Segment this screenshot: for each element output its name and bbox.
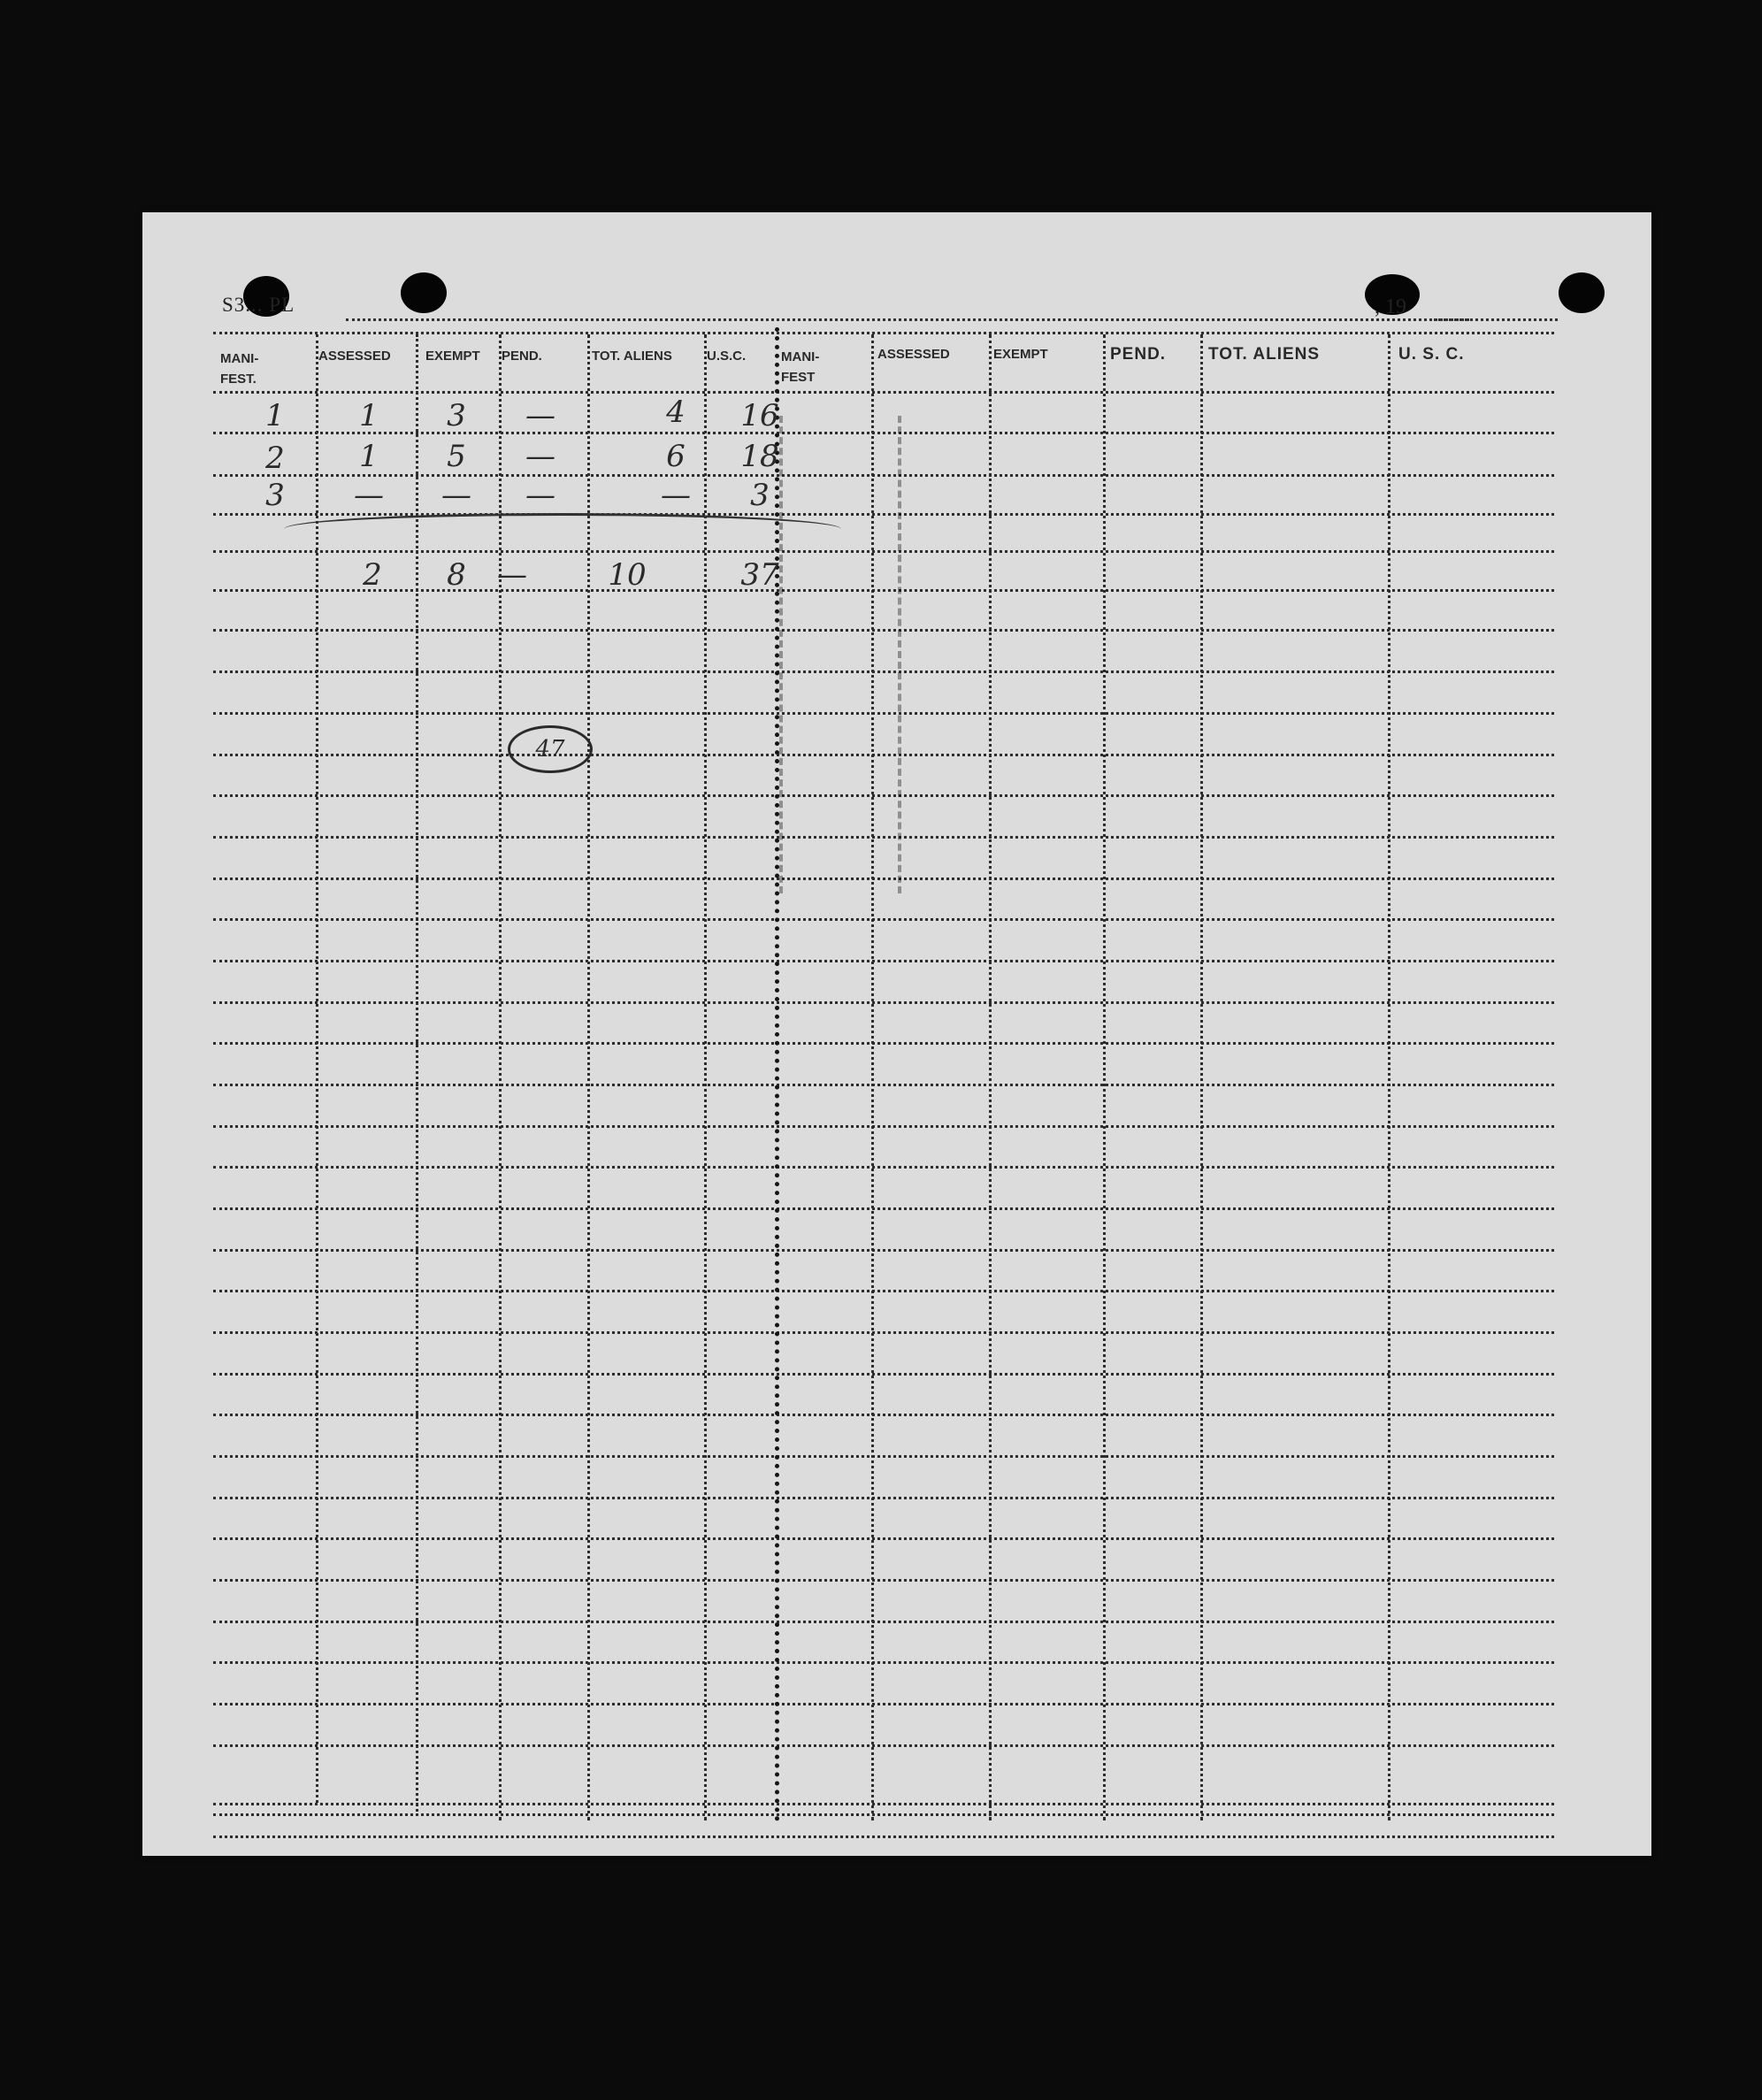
entry-manifest: 2 (265, 441, 285, 476)
ink-bleed (779, 416, 901, 893)
header-manifest-right: MANI- FEST (781, 349, 820, 385)
entry-assessed: 1 (359, 439, 379, 474)
total-usc: 37 (740, 557, 779, 593)
row-rule (213, 332, 1554, 334)
column-rule (587, 334, 590, 1820)
entry-tot-aliens: 4 (666, 395, 686, 430)
punch-hole (401, 272, 447, 313)
entry-exempt: 3 (447, 398, 466, 433)
header-usc: U.S.C. (707, 349, 747, 364)
entry-tot-aliens: 6 (666, 439, 686, 474)
entry-tot-aliens: — (661, 478, 691, 513)
total-tot-aliens: 10 (608, 557, 647, 593)
row-rule (213, 1813, 1554, 1816)
row-rule (213, 1001, 1554, 1004)
row-rule (213, 391, 1554, 394)
column-rule (416, 334, 418, 1816)
column-rule (989, 334, 992, 1820)
row-rule (213, 1166, 1554, 1169)
form-code: S3... PL (222, 294, 295, 316)
column-rule (704, 334, 707, 1820)
row-rule (213, 1125, 1554, 1128)
entry-manifest: 1 (265, 398, 285, 433)
column-rule (1388, 334, 1390, 1820)
row-rule (213, 1497, 1554, 1499)
row-rule (213, 1537, 1554, 1540)
date-line (346, 318, 1469, 321)
row-rule (213, 1579, 1554, 1582)
total-assessed: 2 (363, 557, 382, 593)
column-rule (1103, 334, 1106, 1820)
sum-line (284, 513, 841, 542)
row-rule (213, 1803, 1554, 1805)
column-rule (316, 334, 318, 1803)
row-rule (213, 1331, 1554, 1334)
row-rule (213, 1621, 1554, 1623)
header-exempt-right: EXEMPT (993, 347, 1048, 362)
row-rule (213, 1414, 1554, 1416)
entry-manifest: 3 (265, 478, 285, 513)
header-pend: PEND. (502, 349, 542, 364)
entry-pend: — (525, 478, 555, 513)
header-pend-right: PEND. (1110, 345, 1167, 364)
header-tot-aliens-right: TOT. ALIENS (1208, 345, 1321, 364)
ledger-sheet (142, 212, 1651, 1856)
row-rule (213, 1290, 1554, 1292)
total-exempt: 8 (447, 557, 466, 593)
total-pend: — (497, 557, 527, 593)
row-rule (213, 1042, 1554, 1045)
date-line (1434, 318, 1558, 321)
header-usc-right: U. S. C. (1398, 345, 1465, 364)
entry-pend: — (525, 439, 555, 474)
grand-total-circled: 47 (508, 725, 593, 773)
header-manifest: MANI- FEST. (220, 351, 259, 387)
row-rule (213, 1455, 1554, 1458)
row-rule (213, 1373, 1554, 1376)
row-rule (213, 1084, 1554, 1086)
row-rule (213, 960, 1554, 962)
header-exempt: EXEMPT (425, 349, 480, 364)
header-tot-aliens: TOT. ALIENS (592, 349, 672, 364)
row-rule (213, 1836, 1554, 1838)
entry-exempt: 5 (447, 439, 466, 474)
row-rule (213, 918, 1554, 921)
entry-exempt: — (441, 478, 471, 513)
date-suffix: , 19 (1375, 295, 1406, 318)
header-assessed-right: ASSESSED (877, 347, 950, 362)
entry-assessed: — (354, 478, 384, 513)
entry-pend: — (525, 398, 555, 433)
punch-hole (1559, 272, 1605, 313)
row-rule (213, 1661, 1554, 1664)
row-rule (213, 1744, 1554, 1747)
row-rule (213, 1207, 1554, 1210)
entry-usc: 3 (750, 478, 770, 513)
entry-usc: 18 (740, 439, 779, 474)
header-assessed: ASSESSED (318, 349, 391, 364)
entry-usc: 16 (740, 398, 779, 433)
row-rule (213, 1249, 1554, 1252)
entry-assessed: 1 (359, 398, 379, 433)
row-rule (213, 1703, 1554, 1705)
column-rule (1200, 334, 1203, 1820)
